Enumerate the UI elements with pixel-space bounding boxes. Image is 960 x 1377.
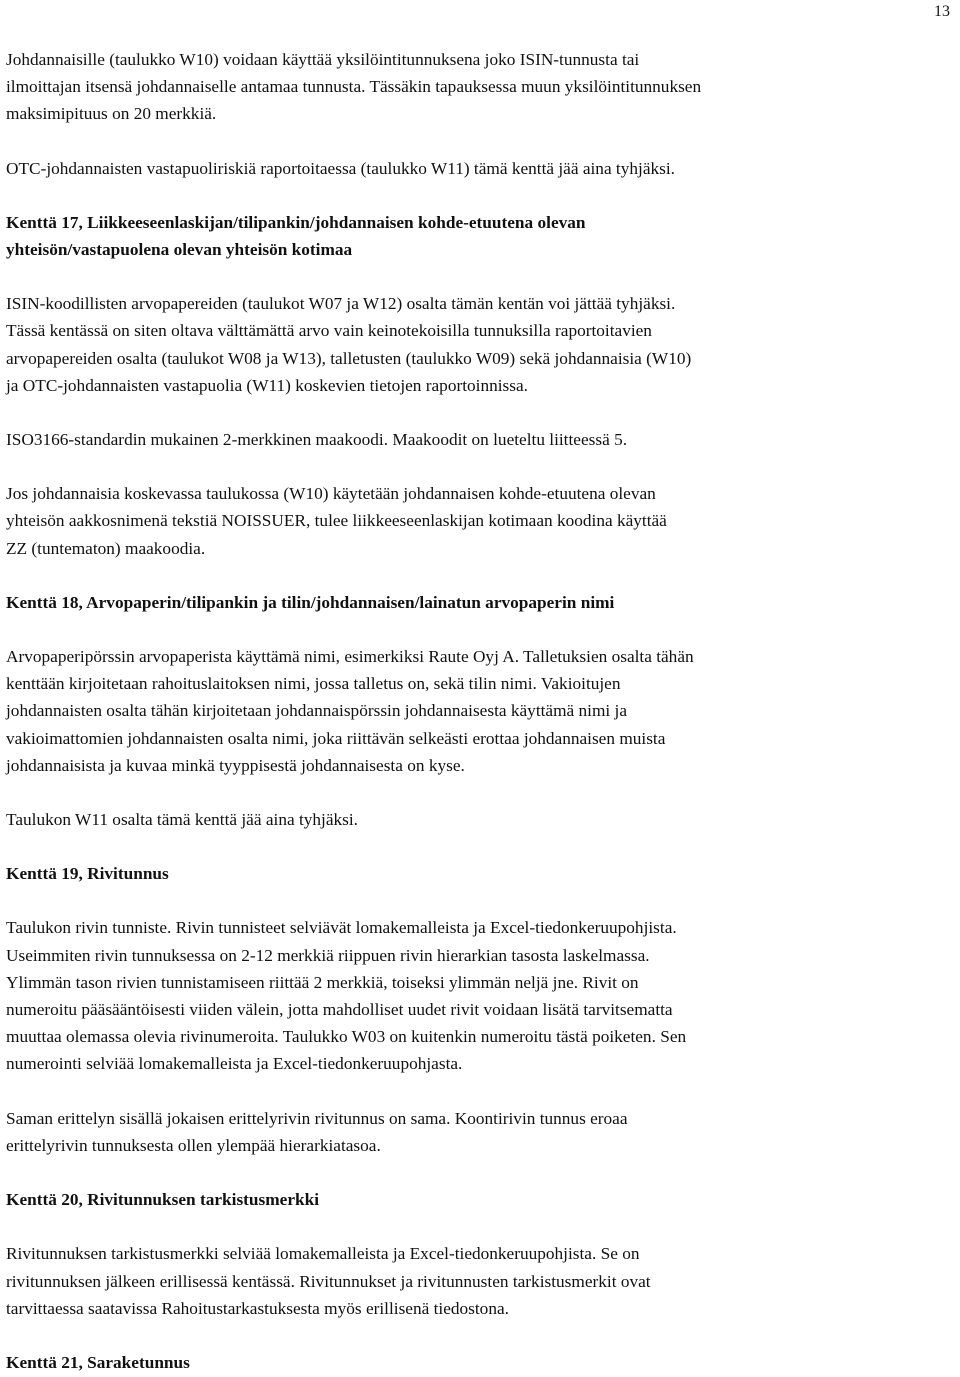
text-line: vakioimattomien johdannaisten osalta nimi, joka riittävän selkeästi erottaa johdannaisen muista: [6, 728, 666, 748]
page-number: 13: [934, 3, 950, 20]
text-line: tarvittaessa saatavissa Rahoitustarkastuksesta myös erillisenä tiedostona.: [6, 1298, 509, 1318]
text-line: Tässä kentässä on siten oltava välttämättä arvo vain keinotekoisilla tunnuksilla raportoitavien: [6, 321, 652, 341]
paragraph-field-17-usage: [6, 290, 946, 399]
text-line: Ylimmän tason rivien tunnistamiseen riittää 2 merkkiä, toiseksi ylimmän neljä jne. Rivit on: [6, 972, 639, 992]
text-line: rivitunnuksen jälkeen erillisessä kentässä. Rivitunnukset ja rivitunnusten tarkistusmerkit ovat: [6, 1271, 651, 1291]
text-line: ISO3166-standardin mukainen 2-merkkinen maakoodi. Maakoodit on lueteltu liitteessä 5.: [6, 430, 628, 450]
text-line: Saman erittelyn sisällä jokaisen erittelyrivin rivitunnus on sama. Koontirivin tunnus eroaa: [6, 1108, 628, 1128]
text-line: ISIN-koodillisten arvopapereiden (taulukot W07 ja W12) osalta tämän kentän voi jättää tyhjäksi.: [6, 294, 676, 314]
heading-line: Kenttä 19, Rivitunnus: [6, 864, 169, 884]
heading-field-21: [6, 1349, 946, 1376]
text-line: Rivitunnuksen tarkistusmerkki selviää lomakemalleista ja Excel-tiedonkeruupohjista. Se on: [6, 1244, 640, 1264]
paragraph-otc-empty: [6, 155, 946, 182]
heading-line: Kenttä 18, Arvopaperin/tilipankin ja tilin/johdannaisen/lainatun arvopaperin nimi: [6, 592, 615, 612]
heading-line: yhteisön/vastapuolena olevan yhteisön kotimaa: [6, 240, 353, 260]
text-line: johdannaisten osalta tähän kirjoitetaan johdannaispörssin johdannaisesta käyttämä nimi ja: [6, 701, 628, 721]
paragraph-row-identifier: [6, 914, 946, 1077]
text-line: ZZ (tuntematon) maakoodia.: [6, 538, 206, 558]
paragraph-country-code: [6, 426, 946, 453]
paragraph-row-check-character: [6, 1240, 946, 1322]
heading-line: Kenttä 20, Rivitunnuksen tarkistusmerkki: [6, 1190, 320, 1210]
heading-field-18: [6, 589, 946, 616]
heading-field-17: [6, 209, 946, 263]
paragraph-row-breakdown: [6, 1105, 946, 1159]
paragraph-field-18-name: [6, 643, 946, 779]
text-line: OTC-johdannaisten vastapuoliriskiä raportoitaessa (taulukko W11) tämä kenttä jää aina tyhjäksi.: [6, 158, 675, 178]
heading-field-20: [6, 1186, 946, 1213]
text-line: Useimmiten rivin tunnuksessa on 2-12 merkkiä riippuen rivin hierarkian tasosta laskelmassa.: [6, 945, 650, 965]
text-line: Taulukon rivin tunniste. Rivin tunnisteet selviävät lomakemalleista ja Excel-tiedonkeruupohjista.: [6, 918, 677, 938]
paragraph-noissuer: [6, 480, 946, 562]
text-line: kenttään kirjoitetaan rahoituslaitoksen nimi, jossa talletus on, sekä tilin nimi. Vakioitujen: [6, 674, 621, 694]
text-line: ilmoittajan itsensä johdannaiselle antamaa tunnusta. Tässäkin tapauksessa muun yksilöintitunnuksen: [6, 77, 702, 97]
text-line: Jos johdannaisia koskevassa taulukossa (W10) käytetään johdannaisen kohde-etuutena olevan: [6, 484, 656, 504]
heading-field-19: [6, 860, 946, 887]
text-line: maksimipituus on 20 merkkiä.: [6, 104, 217, 124]
text-line: johdannaisista ja kuvaa minkä tyyppisestä johdannaisesta on kyse.: [6, 755, 465, 775]
text-line: ja OTC-johdannaisten vastapuolia (W11) koskevien tietojen raportoinnissa.: [6, 375, 528, 395]
document-body: [6, 46, 946, 1376]
text-line: yhteisön aakkosnimenä tekstiä NOISSUER, tulee liikkeeseenlaskijan kotimaan koodina käyttää: [6, 511, 667, 531]
text-line: arvopapereiden osalta (taulukot W08 ja W13), talletusten (taulukko W09) sekä johdannaisia (W10): [6, 348, 692, 368]
text-line: numeroitu pääsääntöisesti viiden välein, jotta mahdolliset uudet rivit voidaan lisätä tarvitsematta: [6, 1000, 673, 1020]
heading-line: Kenttä 21, Saraketunnus: [6, 1352, 190, 1372]
text-line: Johdannaisille (taulukko W10) voidaan käyttää yksilöintitunnuksena joko ISIN-tunnusta tai: [6, 50, 640, 69]
text-line: Taulukon W11 osalta tämä kenttä jää aina tyhjäksi.: [6, 810, 358, 830]
heading-line: Kenttä 17, Liikkeeseenlaskijan/tilipankin/johdannaisen kohde-etuutena olevan: [6, 212, 586, 232]
paragraph-isin-identifier: [6, 46, 946, 128]
text-line: numerointi selviää lomakemalleista ja Excel-tiedonkeruupohjasta.: [6, 1054, 463, 1074]
text-line: Arvopaperipörssin arvopaperista käyttämä nimi, esimerkiksi Raute Oyj A. Talletuksien osalta tähän: [6, 647, 694, 667]
paragraph-w11-empty: [6, 806, 946, 833]
text-line: muuttaa olemassa olevia rivinumeroita. Taulukko W03 on kuitenkin numeroitu tästä poiketen. Sen: [6, 1027, 687, 1047]
text-line: erittelyrivin tunnuksesta ollen ylempää hierarkiatasoa.: [6, 1135, 381, 1155]
